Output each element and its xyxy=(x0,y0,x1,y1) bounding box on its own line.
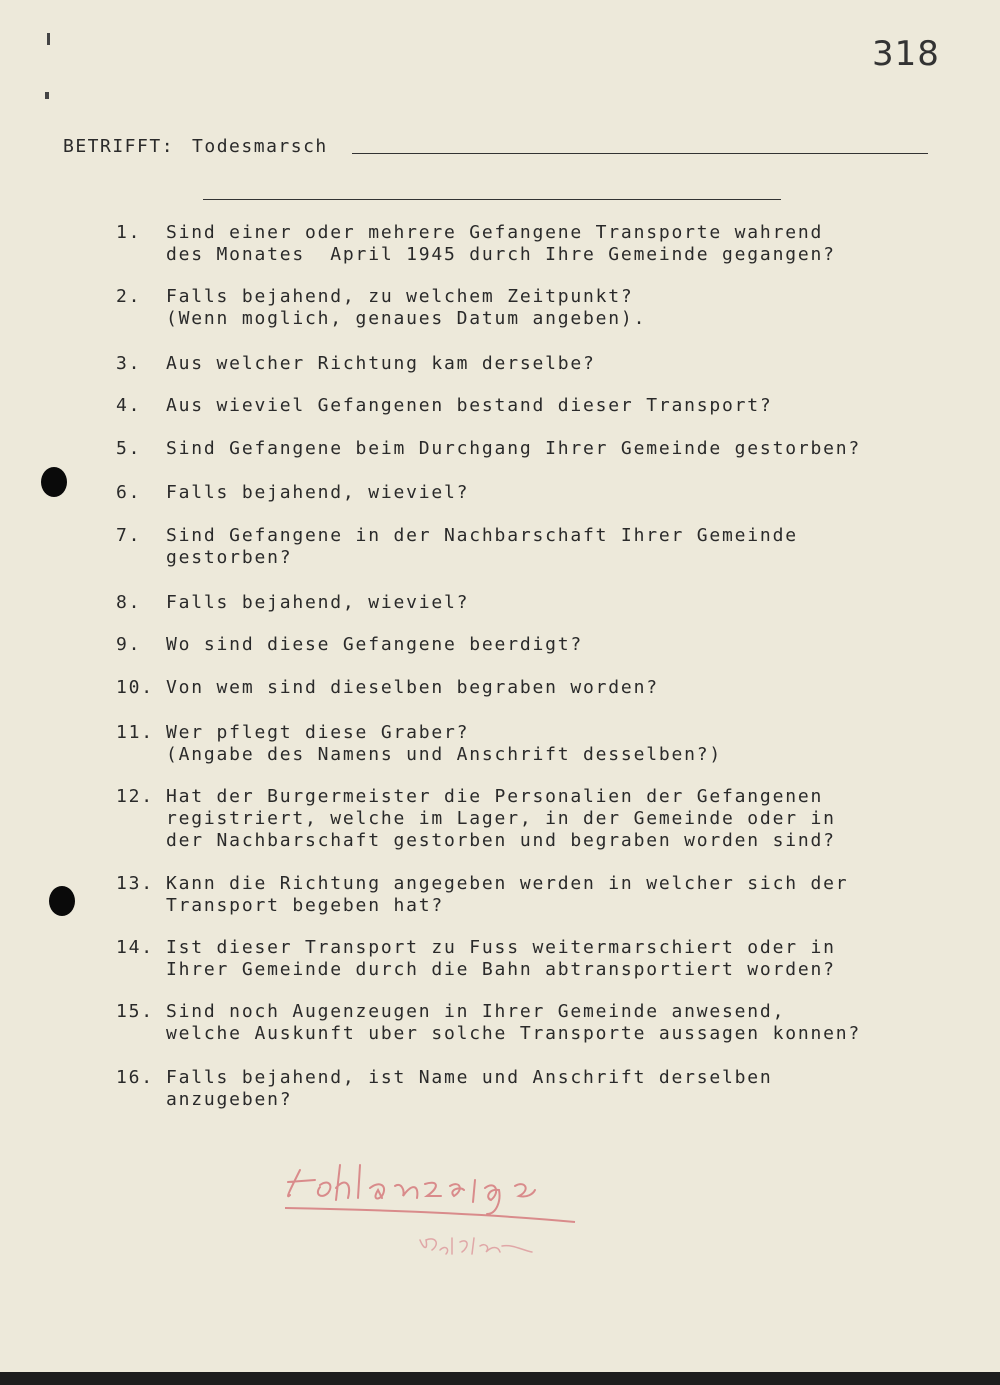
handwritten-signature xyxy=(270,1150,590,1270)
question-number: 16. xyxy=(116,1067,154,1088)
question-text: Aus welcher Richtung kam derselbe? xyxy=(166,353,596,374)
question-text: Falls bejahend, zu welchem Zeitpunkt? (Wenn moglich, genaues Datum angeben). xyxy=(166,286,647,329)
question-text: Ist dieser Transport zu Fuss weitermarschiert oder in Ihrer Gemeinde durch die Bahn abtransportiert worden? xyxy=(166,937,836,980)
question-number: 5. xyxy=(116,438,142,459)
question-text: Von wem sind dieselben begraben worden? xyxy=(166,677,659,698)
question-number: 15. xyxy=(116,1001,154,1022)
subject-value: Todesmarsch xyxy=(192,136,328,157)
question-text: Kann die Richtung angegeben werden in welcher sich der Transport begeben hat? xyxy=(166,873,849,916)
subject-line xyxy=(63,136,328,157)
question-number: 10. xyxy=(116,677,154,698)
question-number: 6. xyxy=(116,482,142,503)
question-text: Hat der Burgermeister die Personalien der Gefangenen registriert, welche im Lager, in der Gemeinde oder in der Nachbarschaft gestorben und begraben worden sind? xyxy=(166,786,836,851)
question-number: 7. xyxy=(116,525,142,546)
question-number: 9. xyxy=(116,634,142,655)
question-number: 4. xyxy=(116,395,142,416)
scan-edge-bar xyxy=(0,1372,1000,1385)
question-number: 14. xyxy=(116,937,154,958)
question-number: 12. xyxy=(116,786,154,807)
question-text: Sind Gefangene beim Durchgang Ihrer Gemeinde gestorben? xyxy=(166,438,862,459)
question-number: 2. xyxy=(116,286,142,307)
question-number: 1. xyxy=(116,222,142,243)
question-text: Wo sind diese Gefangene beerdigt? xyxy=(166,634,584,655)
punch-hole-lower xyxy=(49,886,75,916)
question-text: Sind einer oder mehrere Gefangene Transporte wahrend des Monates April 1945 durch Ihre Gemeinde gegangen? xyxy=(166,222,836,265)
question-text: Sind Gefangene in der Nachbarschaft Ihrer Gemeinde gestorben? xyxy=(166,525,798,568)
punch-hole-upper xyxy=(41,467,67,497)
subject-second-underline xyxy=(203,199,781,200)
subject-label: BETRIFFT: xyxy=(63,136,175,157)
question-text: Falls bejahend, wieviel? xyxy=(166,482,470,503)
question-number: 3. xyxy=(116,353,142,374)
question-text: Falls bejahend, ist Name und Anschrift derselben anzugeben? xyxy=(166,1067,773,1110)
question-number: 13. xyxy=(116,873,154,894)
question-text: Sind noch Augenzeugen in Ihrer Gemeinde anwesend, welche Auskunft uber solche Transporte aussagen konnen? xyxy=(166,1001,862,1044)
question-text: Aus wieviel Gefangenen bestand dieser Transport? xyxy=(166,395,773,416)
question-text: Wer pflegt diese Graber? (Angabe des Namens und Anschrift desselben?) xyxy=(166,722,723,765)
page-number: 318 xyxy=(872,34,940,74)
subject-underline xyxy=(352,153,928,154)
question-number: 8. xyxy=(116,592,142,613)
question-text: Falls bejahend, wieviel? xyxy=(166,592,470,613)
edge-mark-top xyxy=(47,33,50,45)
question-number: 11. xyxy=(116,722,154,743)
edge-mark-bottom xyxy=(45,92,49,99)
